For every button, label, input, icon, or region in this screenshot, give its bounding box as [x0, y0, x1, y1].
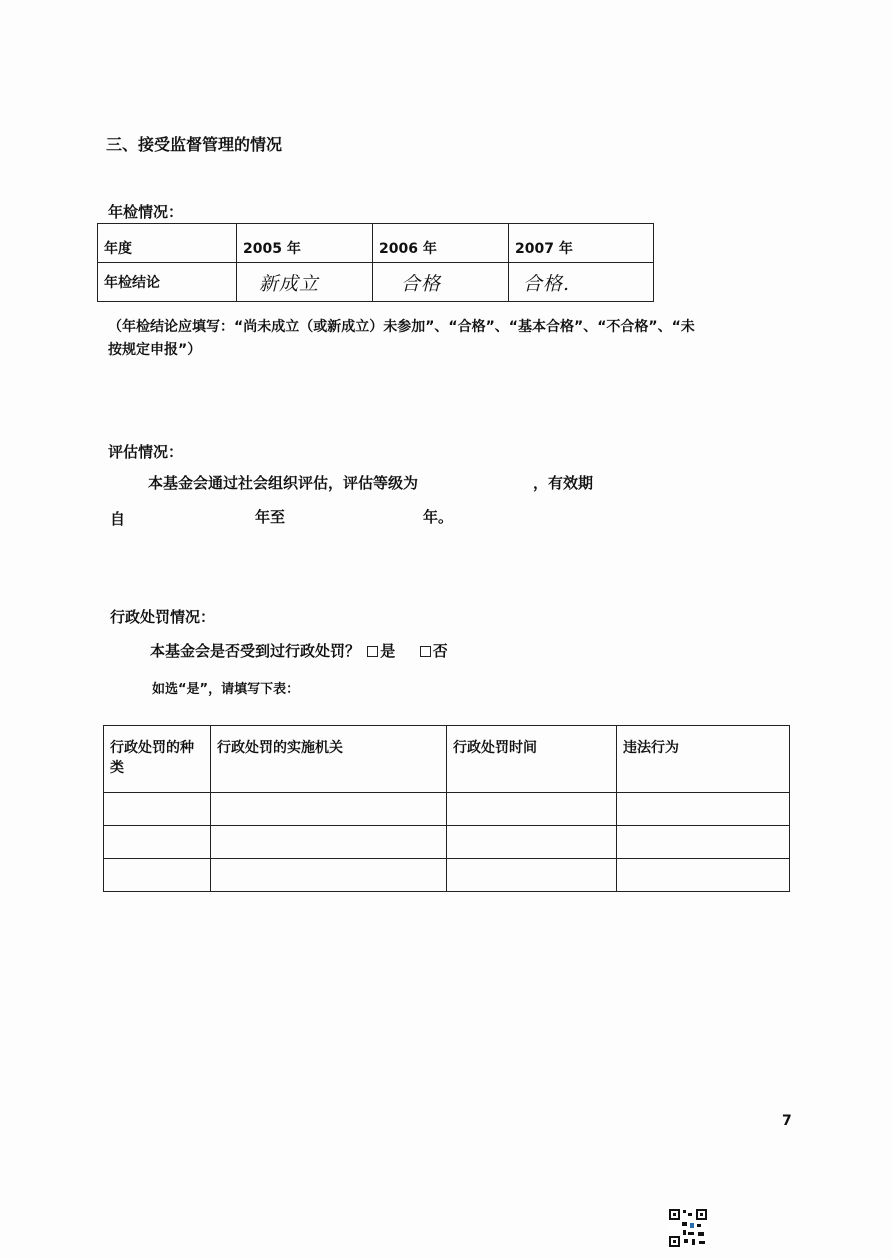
table-cell[interactable] [617, 793, 790, 826]
header-cell: 2005 年 [237, 224, 373, 263]
handwritten-result [237, 263, 373, 302]
table-row [104, 726, 790, 793]
header-cell: 2007 年 [509, 224, 654, 263]
option-no-label: 否 [432, 642, 448, 660]
table-cell[interactable] [104, 859, 211, 892]
handwritten-result-text: 合格 [401, 272, 442, 295]
handwritten-result-text: 新成立 [259, 272, 320, 295]
annual-inspection-label: 年检情况： [108, 203, 184, 221]
qr-code-icon [668, 1208, 708, 1248]
penalty-label: 行政处罚情况： [110, 608, 216, 626]
section-title: 三、接受监督管理的情况 [106, 135, 283, 154]
table-cell[interactable] [447, 793, 617, 826]
table-row [104, 859, 790, 892]
penalty-question-line [150, 640, 448, 661]
table-row [104, 793, 790, 826]
header-cell: 行政处罚时间 [447, 726, 617, 793]
header-cell: 行政处罚的实施机关 [211, 726, 447, 793]
annual-inspection-note [108, 316, 798, 362]
header-cell: 2006 年 [373, 224, 509, 263]
table-cell[interactable] [211, 826, 447, 859]
table-row [104, 826, 790, 859]
table-row [98, 263, 654, 302]
note-line: 按规定申报”） [108, 342, 202, 358]
header-cell: 年度 [98, 224, 237, 263]
assessment-text-prefix: 本基金会通过社会组织评估，评估等级为 [148, 474, 419, 492]
note-line: （年检结论应填写：“尚未成立（或新成立）未参加”、“合格”、“基本合格”、“不合格”、“未 [108, 319, 695, 335]
checkbox-no-icon[interactable] [420, 646, 431, 657]
penalty-table [103, 725, 790, 892]
row-label-cell: 年检结论 [98, 263, 237, 302]
table-cell[interactable] [104, 826, 211, 859]
option-yes-label: 是 [380, 642, 396, 660]
header-cell: 违法行为 [617, 726, 790, 793]
header-cell: 行政处罚的种类 [104, 726, 211, 793]
assessment-end: 年。 [423, 508, 454, 526]
assessment-from: 自 [110, 510, 126, 528]
handwritten-result-text: 合格. [523, 272, 571, 295]
handwritten-result [373, 263, 509, 302]
penalty-instruction: 如选“是”，请填写下表： [152, 682, 300, 697]
table-cell[interactable] [447, 859, 617, 892]
table-cell[interactable] [617, 859, 790, 892]
checkbox-yes-icon[interactable] [367, 646, 378, 657]
assessment-text-suffix: ，有效期 [533, 474, 594, 492]
penalty-question: 本基金会是否受到过行政处罚？ [150, 642, 361, 660]
table-cell[interactable] [447, 826, 617, 859]
table-row [98, 224, 654, 263]
table-cell[interactable] [617, 826, 790, 859]
page-number: 7 [782, 1113, 792, 1129]
table-cell[interactable] [211, 793, 447, 826]
assessment-label: 评估情况： [108, 443, 184, 461]
table-cell[interactable] [211, 859, 447, 892]
handwritten-result [509, 263, 654, 302]
assessment-year-to: 年至 [255, 508, 286, 526]
annual-inspection-table [97, 223, 654, 302]
table-cell[interactable] [104, 793, 211, 826]
